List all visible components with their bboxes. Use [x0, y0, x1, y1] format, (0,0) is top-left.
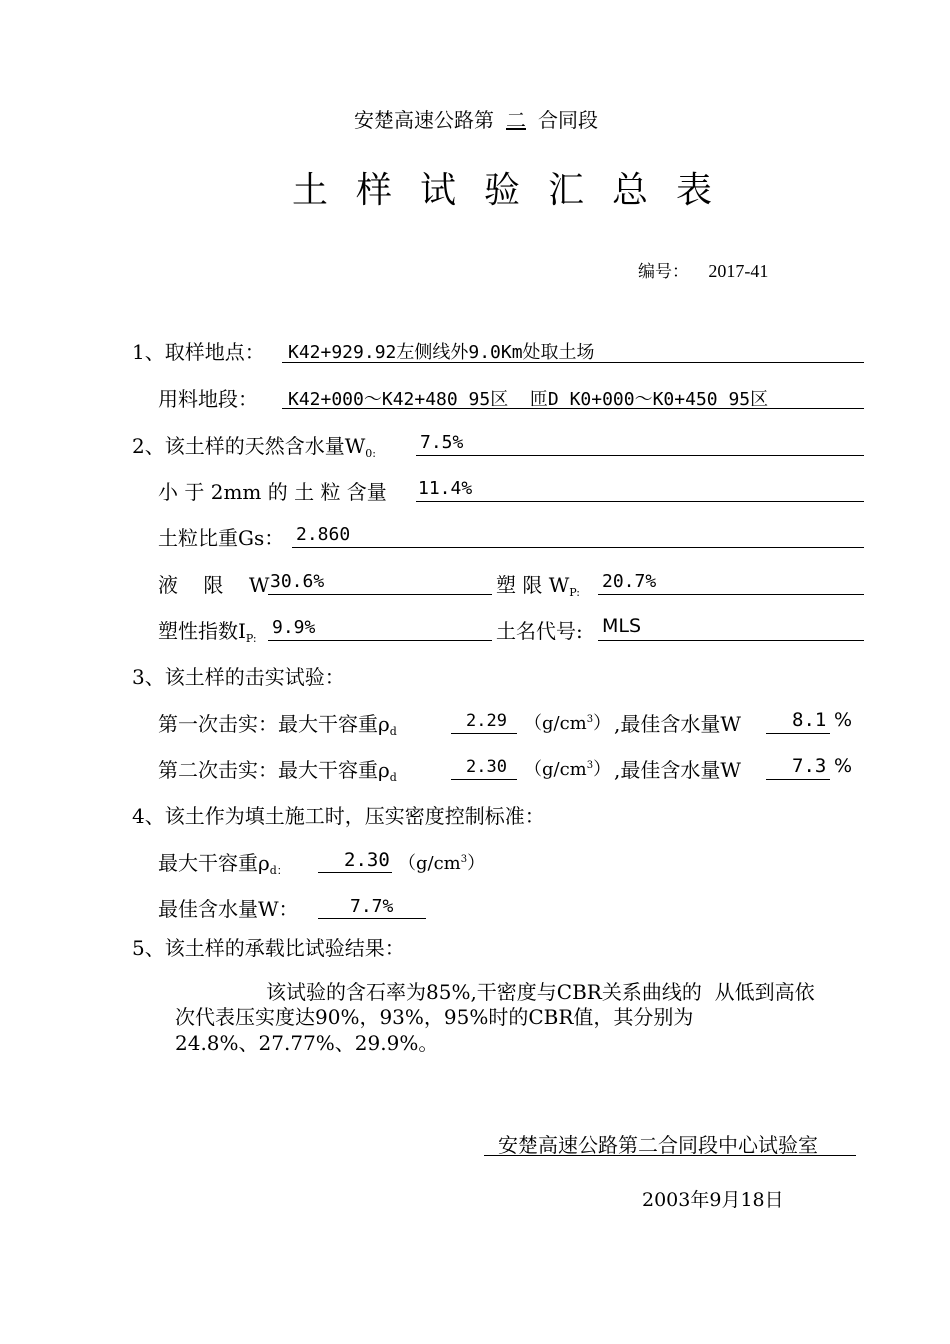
specific-gravity-value: 2.860 [296, 524, 351, 545]
plastic-limit-value: 20.7% [602, 571, 657, 592]
max-dry-density-value: 2.30 [344, 849, 390, 871]
plastic-limit-sub: P: [569, 586, 580, 599]
trial-1-unit-sup: 3 [586, 714, 594, 725]
compaction-trial-1-label [158, 708, 397, 737]
page-title: 土样试验汇总表 [292, 170, 741, 211]
cbr-result-line-1: 该试验的含石率为85%,干密度与CBR关系曲线的 从低到高依 [266, 980, 815, 1004]
document-number [638, 257, 768, 282]
natural-moisture-underline [416, 455, 864, 456]
fine-content-underline [416, 501, 864, 502]
density-unit-text: （g/cm [398, 853, 461, 874]
plasticity-index-underline [268, 640, 492, 641]
plasticity-index-value: 9.9% [272, 617, 316, 638]
sampling-site-label: 1、取样地点： [132, 340, 265, 364]
trial-1-density-underline [451, 733, 517, 734]
trial-2-unit-sup: 3 [586, 760, 594, 771]
trial-2-moisture-underline [766, 779, 830, 780]
liquid-limit-underline [268, 594, 492, 595]
optimum-moisture-label: 最佳含水量W： [158, 897, 299, 921]
plastic-limit-label [496, 569, 580, 598]
usage-section-label: 用料地段： [158, 387, 258, 411]
optimum-moisture-underline [318, 918, 426, 919]
project-prefix: 安楚高速公路第 [354, 108, 494, 132]
optimum-moisture-value: 7.7% [350, 896, 394, 917]
trial-2-unit [524, 755, 611, 781]
liquid-limit-label: 液 限 W [158, 573, 270, 597]
trial-2-text: 第二次击实：最大干容重ρ [158, 758, 390, 782]
trial-1-unit-close: ） [593, 713, 612, 734]
section-number: 二 [506, 108, 526, 132]
plasticity-index-sub: P: [245, 632, 257, 645]
compaction-trial-2-label [158, 754, 397, 783]
max-dry-density-sub: d： [269, 864, 288, 877]
plasticity-index-label [158, 615, 257, 644]
plasticity-index-text: 塑性指数I [158, 619, 246, 643]
density-unit-sup: 3 [460, 854, 468, 865]
number-value: 2017-41 [708, 261, 769, 281]
lab-name: 安楚高速公路第二合同段中心试验室 [498, 1133, 818, 1157]
trial-2-sub: d [389, 771, 397, 784]
number-label: 编号： [638, 262, 689, 282]
usage-section-value: K42+000～K42+480 95区 匝D K0+000～K0+450 95区 [288, 389, 769, 410]
trial-1-moisture-label: ,最佳含水量W [614, 712, 741, 736]
trial-2-moisture: 7.3 [792, 755, 827, 777]
compaction-standard-heading: 4、该土作为填土施工时，压实密度控制标准： [132, 804, 545, 828]
sampling-site-underline [282, 362, 864, 363]
soil-code-underline [598, 640, 864, 641]
trial-2-moisture-label: ,最佳含水量W [614, 758, 741, 782]
trial-2-unit-close: ） [593, 759, 612, 780]
max-dry-density-text: 最大干容重ρ [158, 851, 270, 875]
plastic-limit-underline [598, 594, 864, 595]
report-date: 2003年9月18日 [642, 1189, 784, 1211]
sampling-site-value: K42+929.92左侧线外9.0Km处取土场 [288, 342, 595, 363]
trial-1-unit [524, 709, 611, 735]
trial-1-sub: d [389, 725, 397, 738]
project-line [354, 104, 598, 133]
max-dry-density-unit [398, 849, 485, 875]
trial-2-unit-text: （g/cm [524, 759, 587, 780]
trial-1-text: 第一次击实：最大干容重ρ [158, 712, 390, 736]
trial-1-moisture: 8.1 [792, 709, 827, 731]
density-unit-close: ） [467, 853, 486, 874]
trial-1-percent: % [834, 709, 853, 731]
trial-1-moisture-underline [766, 733, 830, 734]
trial-2-density: 2.30 [466, 757, 507, 777]
usage-section-underline [282, 408, 864, 409]
natural-moisture-value: 7.5% [420, 432, 464, 453]
max-dry-density-underline [318, 872, 392, 873]
specific-gravity-underline [292, 547, 864, 548]
trial-2-density-underline [451, 779, 517, 780]
trial-2-percent: % [834, 755, 853, 777]
liquid-limit-value: 30.6% [270, 571, 325, 592]
plastic-limit-text: 塑 限 W [496, 573, 570, 597]
natural-moisture-text: 2、该土样的天然含水量W [132, 434, 366, 458]
trial-1-density: 2.29 [466, 711, 507, 731]
fine-content-value: 11.4% [418, 478, 473, 499]
cbr-result-line-3: 24.8%、27.77%、29.9%。 [175, 1031, 439, 1055]
specific-gravity-label: 土粒比重Gs： [158, 526, 285, 550]
cbr-heading: 5、该土样的承载比试验结果： [132, 936, 405, 960]
trial-1-unit-text: （g/cm [524, 713, 587, 734]
soil-code-value: MLS [602, 615, 642, 637]
lab-name-underline [484, 1155, 856, 1156]
fine-content-label: 小 于 2mm 的 土 粒 含量 [158, 480, 387, 504]
natural-moisture-sub: 0: [365, 447, 376, 460]
soil-code-label: 土名代号: [496, 619, 583, 643]
natural-moisture-label [132, 430, 376, 459]
cbr-result-line-2: 次代表压实度达90%，93%，95%时的CBR值，其分别为 [175, 1005, 694, 1029]
compaction-test-heading: 3、该土样的击实试验： [132, 665, 345, 689]
max-dry-density-label [158, 847, 288, 876]
project-suffix: 合同段 [538, 108, 598, 132]
